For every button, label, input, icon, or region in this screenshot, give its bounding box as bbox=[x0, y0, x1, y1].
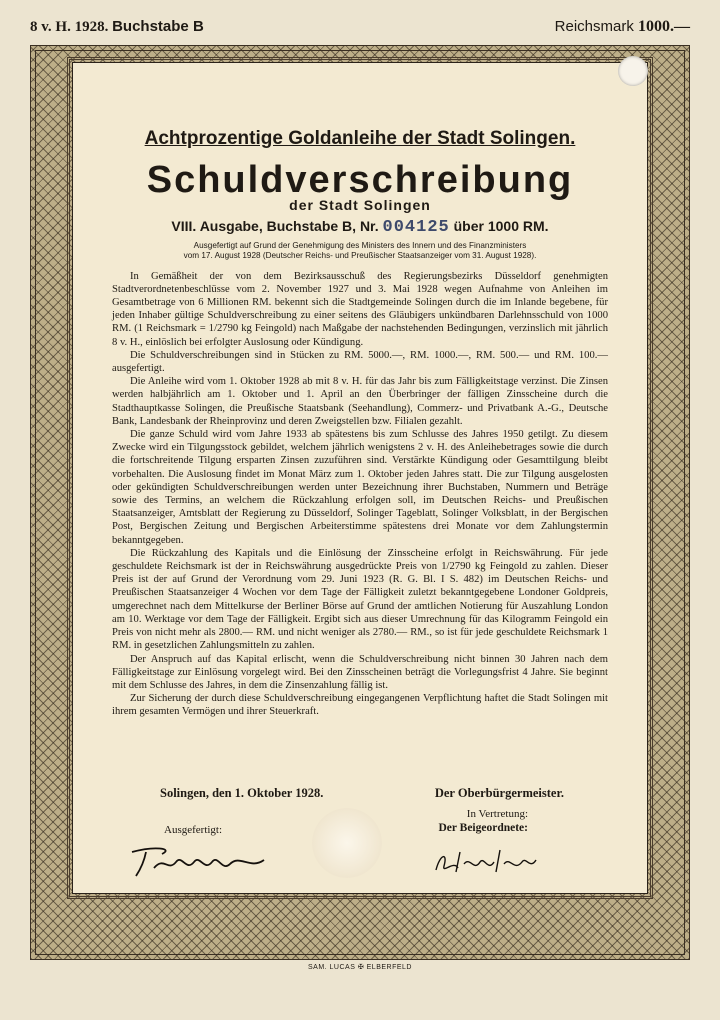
signature-block bbox=[112, 786, 608, 896]
issue-text: VIII. Ausgabe, Buchstabe B, Nr. bbox=[171, 218, 379, 235]
paragraph: Die Rückzahlung des Kapitals und die Einlösung der Zinsscheine erfolgt in Reichswährung. Für jede geschuldete Reichsmark ist der in Reichswährung ausgedrückte Preis von 1/2790 kg Feingold zu zahlen. Dieser Preis ist der auf Grund der Verordnung vom 29. Juni 1923 (R. G. Bl. I S. 482) im Deutschen Reichs- und Preußischen Staatsanzeiger 4 Wochen vor dem Tage der Fälligkeit zuletzt bekanntgegebene Londoner Goldpreis, umgerechnet nach dem Mittelkurse der Berliner Börse auf Grund der amtlichen Notierung für Auszahlung London am 10. Werktage vor dem Tage der Fälligkeit. Ergibt sich aus dieser Umrechnung für das Kilogramm Feingold ein Preis von nicht mehr als 2800.— RM. und nicht weniger als 2780.— RM., so ist für jede geschuldete Reichsmark 1 RM. in gesetzlichen Zahlungsmitteln zu zahlen. bbox=[112, 547, 608, 652]
paragraph: Die ganze Schuld wird vom Jahre 1933 ab spätestens bis zum Schlusse des Jahres 1950 getilgt. Zu diesem Zwecke wird ein Tilgungsstock gebildet, welchem jährlich wenigstens 2 v. H. des Anleihebetrages sowie die durch die fortschreitende Tilgung ersparten Zinsen zuzuführen sind. Verstärkte Kündigung oder Gesamttilgung bleibt vorbehalten. Die Auslosung findet im Monat März zum 1. Oktober jeden Jahres statt. Die zur Tilgung ausgelosten oder gekündigten Schuldverschreibungen werden unter Bezeichnung ihrer Buchstaben, Nummern und Beträge sowie des Termins, an welchem die Rückzahlung erfolgen soll, im Deutschen Reichs- und Preußischen Staatsanzeiger, Amtsblatt der Regierung zu Düsseldorf, Solinger Tageblatt, Solinger Volksblatt, in der Bergischen Post, Bergischen Zeitung und Bergischen Arbeiterstimme spätestens drei Monate vor dem Zahlungstermin bekanntgegeben. bbox=[112, 429, 608, 546]
certificate-body bbox=[112, 128, 608, 719]
paragraph: In Gemäßheit der von dem Bezirksausschuß des Regierungsbezirks Düsseldorf genehmigten Stadtverordnetenbeschlüsse vom 2. November 1927 und 3. Mai 1928 wegen Aufnahme von Anleihen im Gesamtbetrage von 6 Millionen RM. bekennt sich die Stadtgemeinde Solingen durch die im Inlande begebene, für jeden Inhaber gültige Schuldverschreibung zu einer seitens des Gläubigers unkündbaren Darlehnsschuld von 1000 RM. (1 Reichsmark = 1/2790 kg Feingold) nach Maßgabe der nachstehenden Bedingungen, verzinslich mit jährlich 8 v. H., einlöslich bei erfolgter Auslosung oder Kündigung. bbox=[112, 270, 608, 348]
authorization-note bbox=[112, 241, 608, 262]
denomination-label bbox=[555, 18, 690, 36]
printer-imprint: SAM. LUCAS ✠ ELBERFELD bbox=[307, 964, 412, 971]
punch-hole bbox=[618, 56, 648, 86]
issue-line bbox=[112, 218, 608, 238]
top-header bbox=[30, 12, 690, 42]
signature-right bbox=[430, 846, 540, 880]
deputy-note: In Vertretung: bbox=[466, 808, 528, 820]
deputy-title: Der Beigeordnete: bbox=[438, 822, 528, 834]
signature-left bbox=[124, 842, 274, 882]
blind-seal bbox=[312, 808, 382, 878]
document-title: Schuldverschreibung bbox=[146, 159, 574, 202]
paragraph: Die Anleihe wird vom 1. Oktober 1928 ab mit 8 v. H. für das Jahr bis zum Fälligkeitstage verzinst. Die Zinsen werden halbjährlich am 1. Oktober und 1. April an den Überbringer der fälligen Zinsscheine durch die Stadthauptkasse Solingen, die Preußische Staatsbank (Seehandlung), Commerz- und Privatbank A.-G., Deutsche Bank, Landesbank der Rheinprovinz und deren Zweigstellen bzw. Filialen gezahlt. bbox=[112, 376, 608, 427]
paragraph: Zur Sicherung der durch diese Schuldverschreibung eingegangenen Verpflichtung haftet die Stadt Solingen mit ihrem gesamten Vermögen und ihrer Steuerkraft. bbox=[112, 693, 608, 718]
document-subtitle: der Stadt Solingen bbox=[289, 197, 431, 214]
amount-text: über 1000 RM. bbox=[453, 218, 549, 235]
currency-label: Reichsmark bbox=[554, 18, 634, 35]
place-date: Solingen, den 1. Oktober 1928. bbox=[160, 786, 324, 800]
paragraph: Der Anspruch auf das Kapital erlischt, wenn die Schuldverschreibung nicht binnen 30 Jahren nach dem Fälligkeitstage zur Einlösung vorgelegt wird. Bei den Zinsscheinen beträgt die Vorlegungsfrist 4 Jahre. Sie beginnt mit dem Schlusse des Jahres, in dem die Zinsenzahlung fällig ist. bbox=[112, 653, 608, 691]
series-label bbox=[30, 18, 204, 36]
letter-label: Buchstabe B bbox=[112, 18, 204, 35]
interest-note: 8 v. H. 1928. bbox=[30, 19, 109, 35]
loan-heading: Achtprozentige Goldanleihe der Stadt Solingen. bbox=[144, 128, 576, 149]
mayor-title: Der Oberbürgermeister. bbox=[434, 786, 564, 800]
authorization-line: Ausgefertigt auf Grund der Genehmigung des Ministers des Innern und des Finanzministers bbox=[193, 240, 527, 250]
serial-number: 004125 bbox=[382, 218, 450, 238]
currency-amount: 1000.— bbox=[638, 18, 690, 35]
issued-label: Ausgefertigt: bbox=[164, 824, 223, 836]
paragraph: Die Schuldverschreibungen sind in Stücken zu RM. 5000.—, RM. 1000.—, RM. 500.— und RM. 100.— ausgefertigt. bbox=[112, 349, 608, 375]
authorization-line: vom 17. August 1928 (Deutscher Reichs- und Preußischer Staatsanzeiger vom 31. August 1928). bbox=[183, 251, 537, 261]
